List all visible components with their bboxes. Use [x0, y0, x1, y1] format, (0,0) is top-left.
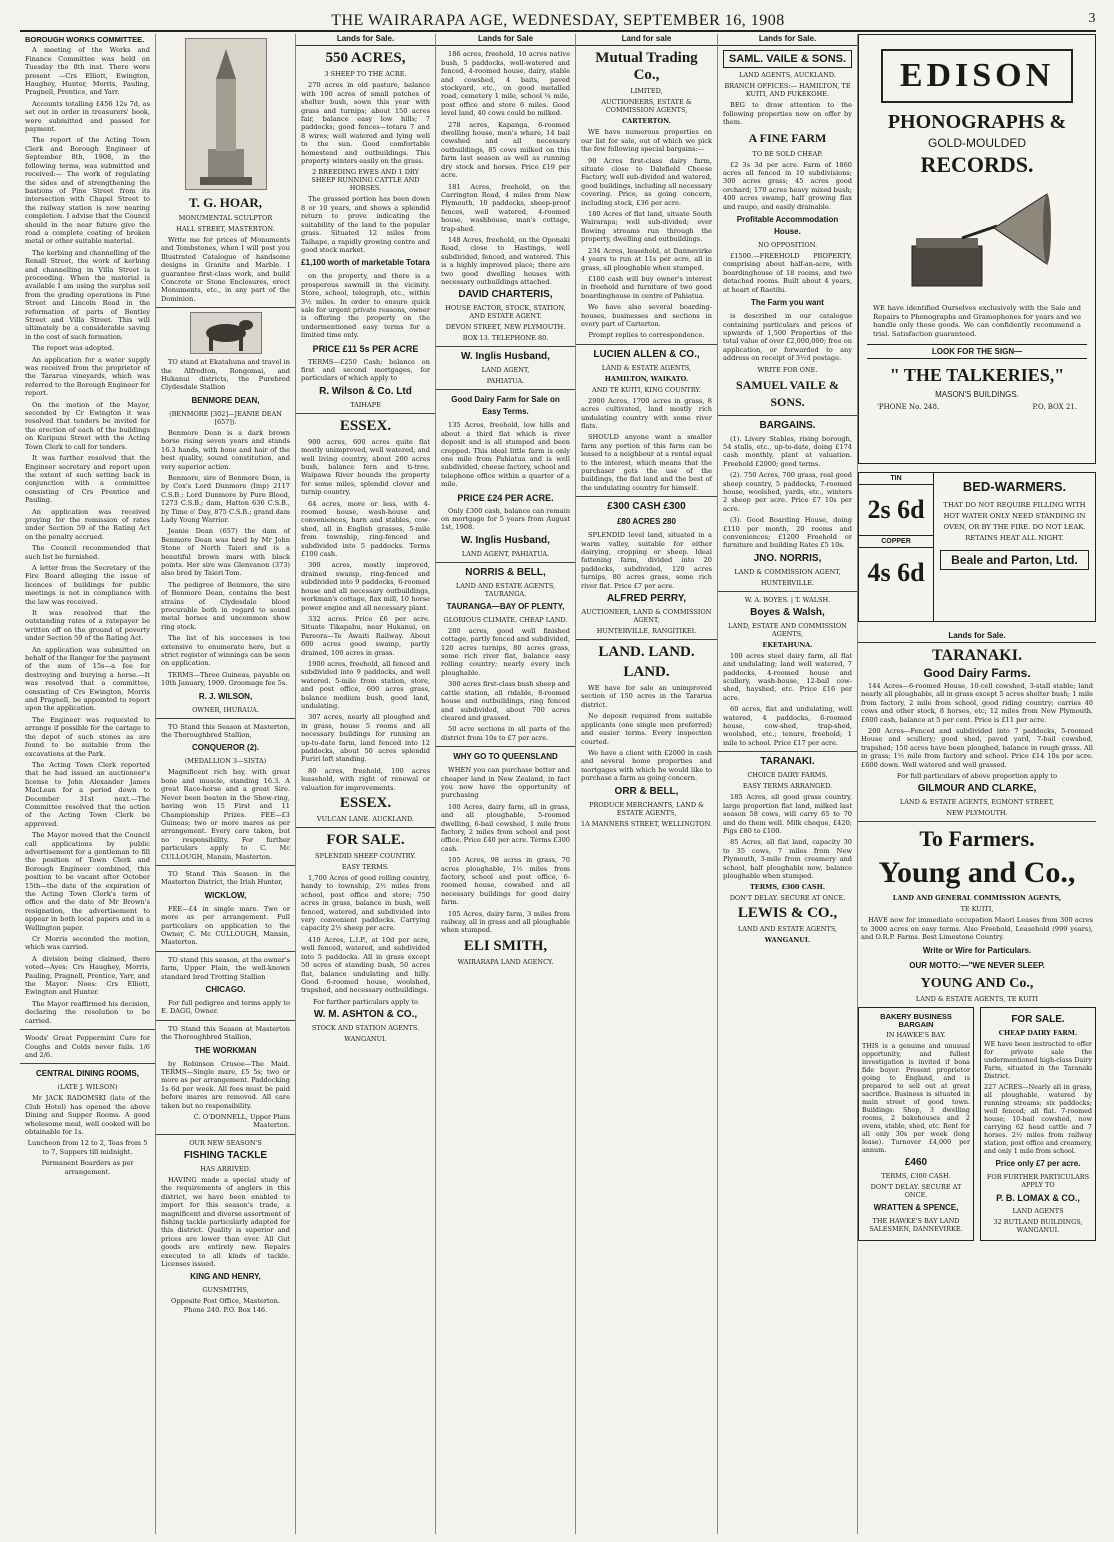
- queensland-para: 105 Acres, dairy farm, 3 miles from railway, all in grass and all ploughable when stumped.: [441, 909, 570, 935]
- orr-addr: 1A MANNERS STREET, WELLINGTON.: [581, 819, 712, 828]
- sale-terms: EASY TERMS.: [341, 863, 390, 872]
- column-header: Land for sale: [576, 34, 717, 46]
- column-header: Lands for Sale: [436, 34, 575, 46]
- boyes-para: 60 acres, flat and undulating, well watered, 4 paddocks, 6-roomed house, cow-shed, trap-shed, woolshed, etc.; tenure, freehold; 1 mile to school. Price £17 per acre.: [723, 705, 852, 747]
- borough-para: A division being claimed, there voted—Ayes: Crs Haughey, Morris, Pauling, Pragnell, Prentice, Yarr, and the Mayor. Noes: Crs Elliott, Ewington and Hunter.: [25, 954, 150, 997]
- young-write: Write or Wire for Particulars.: [922, 945, 1032, 955]
- benmore-title: BENMORE DEAN,: [191, 395, 260, 405]
- gilmour-sub: LAND & ESTATE AGENTS, EGMONT STREET,: [899, 798, 1055, 807]
- essex-para: 332 acres. Price £6 per acre. Situate Tikapahu, near Hukanui, on Pareora—Te Awaiti Railway. About 600 acres good swamp, partly drained, 100 acres in grass.: [301, 614, 430, 657]
- bakery-body: THIS is a genuine and unusual opportunity, and fullest investigation is invited if bona fide buyer. Present proprietor going to England, and is prepared to sell out at great sacrifice. Business is situated in main street of good town. Buildings: Shop, 3 dwelling rooms, 2 bakehouses and 2 ovens, stable, shed, etc. Rent for all only 30s per week (long lease). Turnover £4,000 per annum.: [862, 1041, 970, 1154]
- orr-sub: PRODUCE MERCHANTS, LAND & ESTATE AGENTS,: [589, 800, 704, 817]
- young-firm: Young and Co.,: [878, 856, 1076, 890]
- lands-header: Lands for Sale.: [858, 630, 1096, 643]
- essex-title: ESSEX.: [339, 417, 392, 434]
- wilson-town: TAIHAPE: [350, 400, 381, 409]
- norris2-firm: JNO. NORRIS,: [753, 552, 822, 564]
- dining-hours: Luncheon from 12 to 2, Teas from 5 to 7, Suppers till midnight.: [27, 1139, 148, 1156]
- lucien-town: HAMILTON, WAIKATO.: [604, 374, 689, 383]
- tauranga-sub: GLORIOUS CLIMATE. CHEAP LAND.: [443, 615, 568, 624]
- fishing-firm-sub: GUNSMITHS,: [202, 1286, 249, 1295]
- bed-warmers-ad: [858, 472, 1096, 622]
- husband-firm: W. Inglis Husband,: [461, 351, 550, 363]
- fine-farm-sold: TO BE SOLD CHEAP.: [752, 149, 823, 158]
- boyes-town: EKETAHUNA.: [762, 640, 813, 649]
- phonograph-icon: [902, 186, 1052, 296]
- divider: [576, 344, 717, 345]
- sale-para: 410 Acres, L.I.P., at 10d per acre, well fenced, watered, and subdivided into 5 paddocks. All in grass except 50 acres of standing bush, 50 acres flat, balance undulating and hilly. Good 6-roomed house, woolshed, trapshed, and necessary outbuildings.: [301, 935, 430, 995]
- dairy-price: PRICE £24 PER ACRE.: [457, 492, 554, 503]
- sale-para: 1,700 Acres of good rolling country, handy to township, 2½ miles from school, post office and store; 750 acres in grass, balance in bush, well fenced, watered, and subdivided into very convenient paddocks. Carrying capacity 2½ sheep per acre.: [301, 874, 430, 933]
- accomm-body: £1500.—FREEHOLD PROPERTY, comprising about half-an-acre, with boardinghouse of 18 rooms, and two detached rooms. Built about 4 years, at heart of Raetihi.: [723, 252, 852, 294]
- ewes-line: 2 BREEDING EWES AND 1 DRY SHEEP RUNNING CATTLE AND HORSES.: [311, 168, 420, 193]
- workman-owner: C. O'DONNELL, Upper Plain Masterton.: [193, 1113, 290, 1130]
- husband-sub: LAND AGENT,: [481, 366, 530, 375]
- price-panel: [859, 473, 934, 621]
- husband2-firm: W. Inglis Husband,: [461, 534, 550, 546]
- tin-label: TIN: [859, 473, 933, 485]
- borough-para: The Engineer was requested to arrange if possible for the cartage to the depot of such stones as are found to be suitable from the excavations at the Park.: [25, 715, 150, 758]
- edison-gold: GOLD-MOULDED: [927, 136, 1026, 150]
- charteris-sub: HOUSE FACTOR, STOCK, STATION, AND ESTATE AGENT.: [445, 304, 566, 321]
- column-lands-4: [718, 34, 858, 1534]
- borough-para: Cr Morris seconded the motion, which was carried.: [25, 935, 150, 952]
- divider: [156, 951, 295, 952]
- divider: [296, 827, 435, 828]
- taranaki-ad: [858, 647, 1096, 817]
- hoar-text: Write me for prices of Monuments and Tombstones, when I will post you Illustrated Catalogue of handsome designs in Granite and Marble. I guarantee first-class work, and build Concrete or Stone Enclosures, erect Monuments, etc., in any part of the Dominion.: [161, 236, 290, 303]
- smith-firm: ELI SMITH,: [463, 937, 548, 954]
- conqueror-name: CONQUEROR (2).: [191, 743, 260, 753]
- borough-paragraphs: [25, 46, 150, 1025]
- tauranga-para: 50 acre sections in all parts of the district from 10s to £7 per acre.: [441, 725, 570, 742]
- charteris-addr: DEVON STREET, NEW PLYMOUTH.: [445, 323, 566, 332]
- taranaki-para: 185 Acres, all good grass country, large proportion flat land, milked last season 58 cows, will carry 65 to 70 and do them well. Milk cheque, £420; Pigs £80 to £100.: [723, 793, 852, 835]
- benmore-para: Jeanie Dean (657) the dam of Benmore Dean was bred by Mr John Stone of North Taieri and is a beautiful brown mare with black points. Her sire was Glenvanon (373) also bred by Taieri Tom.: [161, 527, 290, 578]
- cheap-body: WE have been instructed to offer for private sale the undermentioned high-class Dairy Farm, situated in the Taranaki District.: [984, 1039, 1092, 1080]
- divider: [156, 718, 295, 719]
- divider: [436, 746, 575, 747]
- young-motto: OUR MOTTO:—"WE NEVER SLEEP.: [909, 960, 1045, 970]
- stud-text: TO stand at Ekatahuna and travel in the Alfredton, Rongomai, and Hukanui districts, the Purebred Clydesdale Stallion: [161, 358, 290, 392]
- boyes-names: W. A. BOYES. | T. WALSH.: [744, 595, 831, 604]
- borough-para: The Acting Town Clerk reported that he had issued an auctioneer's license to John Alexander James MacLean for a period down to December 31st next.—The Committee resolved that the action of the Acting Town Clerk be approved.: [25, 760, 150, 828]
- lomax-addr: 32 RUTLAND BUILDINGS, WANGANUI.: [993, 1217, 1083, 1234]
- tauranga-title: TAURANGA—BAY OF PLENTY,: [446, 601, 565, 611]
- divider: [156, 307, 295, 308]
- edison-address: MASON'S BUILDINGS.: [935, 390, 1019, 399]
- vaile-intro: BEG to draw attention to the following properties now on offer by them.: [723, 101, 852, 127]
- dining-sub: (LATE J. WILSON): [57, 1083, 118, 1092]
- borough-para: An application for a water supply was received from the proprietor of the Tararua vineyards, which was referred to the Borough Engineer for report.: [25, 355, 150, 398]
- easy-line: EASY TERMS ARRANGED.: [742, 782, 833, 791]
- smith-sub: WAIRARAPA LAND AGENCY.: [457, 957, 554, 966]
- edison-title: EDISON: [881, 49, 1073, 103]
- divider: [156, 865, 295, 866]
- land-para: 181 Acres, freehold, on the Carrington Road, 4 miles from New Plymouth, 10 paddocks, sheep-proof fences, well watered, 4-roomed house, washhouse, man's cottage, trap-shed.: [441, 182, 570, 233]
- column-borough: [20, 34, 156, 1534]
- essex-footer: ESSEX.: [339, 795, 392, 812]
- conqueror-sub: (MEDALLION 3—SISTA): [184, 757, 267, 766]
- land-para: 186 acres, freehold, 10 acres native bush, 5 paddocks, well-watered and fenced, 4-roomed house, dairy, stable and cowshed, 4 baits, paved stockyard, etc., on good metalled road, cemetery 1 mile, school ¼ mile, post office and store 6 miles. Good level land, 40 cows could be milked.: [441, 50, 570, 118]
- divider: [436, 389, 575, 390]
- page-number: 3: [1088, 11, 1096, 26]
- taranaki-title: TARANAKI.: [932, 647, 1022, 664]
- cash-title: £300 CASH £300: [607, 501, 686, 513]
- accomm-title: Profitable Accommodation House.: [736, 215, 839, 237]
- boyes-firm: Boyes & Walsh,: [750, 606, 825, 618]
- borough-para: The report of the Acting Town Clerk and Borough Engineer of September 8th, 1908, in the following terms, was submitted and received:— The work of regulating the sides and of strengthening the bastions of Pine Street from its intersection with Chapel Street to the railway station is now nearing completion. I advise that the Council should in the near future give the road a complete coating of broken metal or other suitable material.: [25, 136, 150, 246]
- fine-farm-body: £2 3s 3d per acre. Farm of 1860 acres all fenced in 10 subdivisions; 300 acres grass; 45 acres good orchard; 170 acres heavy mixed bush; 400 acres swamp, half growing flax and raupo, and easily drainable.: [723, 160, 852, 211]
- cheap-farm-ad: [980, 1007, 1096, 1241]
- divider: [858, 821, 1096, 822]
- cheap-title: CHEAP DAIRY FARM.: [998, 1028, 1078, 1037]
- cure-ad: Woods' Great Peppermint Cure for Coughs and Colds never fails. 1/6 and 2/6.: [25, 1034, 150, 1059]
- mutual-para: 90 Acres first-class dairy farm, situate close to Dalefield Cheese Factory, well sub-divided and watered, good buildings, including all necessary covering. Price, as going concern, including stock, £36 per acre.: [581, 156, 712, 207]
- husband-town: PAHIATUA.: [486, 377, 525, 386]
- boyes-para: 100 acres steel dairy farm, all flat and undulating; land well watered, 7 paddocks, 4-roomed house and scullery, wash-house, 12-bail cow-shed, hayshed, etc. Price £16 per acre.: [723, 651, 852, 702]
- column-lands-3: [576, 34, 718, 1534]
- divider: [156, 1020, 295, 1021]
- bakery-terms: TERMS, £300 CASH.: [881, 1171, 951, 1180]
- sale-further: For further particulars apply to: [313, 997, 418, 1006]
- perry-town: HUNTERVILLE, RANGITIKEI.: [596, 627, 697, 636]
- column-lands-2: [436, 34, 576, 1534]
- bargains-title: BARGAINS.: [759, 419, 816, 431]
- benmore-para: Benmore Dean is a dark brown horse rising seven years and stands 16.3 hands, with bone and hair of the best quality, sound constitution, and very superior action.: [161, 428, 290, 471]
- tauranga-para: 300 acres first-class bush sheep and cattle station, all ridable, 8-roomed house and outbuildings, ring fenced and subdivided, about 700 acres cleared and grassed.: [441, 680, 570, 722]
- husband2-sub: LAND AGENT, PAHIATUA.: [461, 549, 550, 558]
- young-body: HAVE now for immediate occupation Maori Leases from 300 acres to 3000 acres on easy terms. Also Freehold, Leasehold (999 years), and O.R.P. Farms. Best Limestone Country.: [861, 916, 1093, 942]
- mutual-sub: LIMITED,: [630, 87, 663, 96]
- vaile-branch: BRANCH OFFICES:— HAMILTON, TE KUITI, AND PUKEKOHE.: [724, 82, 851, 99]
- taranaki-para: 85 Acres, all flat land, capacity 30 to 35 cows, 7 miles from New Plymouth, 3-mile from creamery and school, half ploughable now, balance ploughable when stumped.: [723, 838, 852, 880]
- hoar-trade: MONUMENTAL SCULPTOR: [178, 214, 273, 222]
- chicago-name: CHICAGO.: [205, 985, 246, 994]
- norris-sub: LAND AND ESTATE AGENTS, TAURANGA.: [455, 581, 556, 598]
- norris-firm: NORRIS & BELL,: [465, 566, 546, 578]
- farmers-title: To Farmers.: [919, 826, 1035, 852]
- bed-firm: Beale and Parton, Ltd.: [940, 550, 1089, 570]
- dining-text: Mr JACK RADOMSKI (late of the Club Hotel) has opened the above Dining and Supper Rooms. A good wholesome meal, well cooked will be obtainable for 1s.: [25, 1094, 150, 1136]
- fishing-title: OUR NEW SEASON'S: [189, 1138, 262, 1147]
- fine-farm-title: A FINE FARM: [748, 130, 827, 145]
- horse-icon: [191, 313, 261, 353]
- choice-line: CHOICE DAIRY FARMS.: [747, 771, 828, 780]
- borough-para: The Mayor moved that the Council call applications by public advertisement for a gentleman to fill the position of Town Clerk and Borough Engineer combined, this position to be vacant after October 15th—the date of the expiration of the Acting Town Clerk's term of office and the date of Mr Brown's resignation, the advertisement to appear in both local papers and in a Wellington paper.: [25, 831, 150, 932]
- young-ad: [858, 826, 1096, 1002]
- borough-para: A letter from the Secretary of the Fire Board alleging the issue of licences of buildings for public meetings is not in compliance with the law was received.: [25, 563, 150, 606]
- lucien-firm: LUCIEN ALLEN & CO.,: [593, 348, 700, 360]
- taranaki-title: TARANAKI.: [760, 756, 815, 768]
- mutual-note: We have also several boarding-houses, businesses and sections in every part of Carterton.: [581, 303, 712, 328]
- wilson-name: R. J. WILSON,: [198, 691, 253, 701]
- delay-line: DON'T DELAY. SECURE AT ONCE.: [729, 894, 846, 903]
- dairy-farms-title: Good Dairy Farms.: [923, 666, 1031, 680]
- land-body: We have a client with £2000 in cash and several home properties and mortgages with which he would like to purchase a farm as going concern.: [581, 748, 712, 783]
- land-title: LAND. LAND.: [598, 644, 695, 661]
- bargain-para: (1). Livery Stables, rising borough, 54 stalls, etc., up-to-date, doing £174 cash monthly, plant at valuation. Freehold £2000; good terms.: [723, 434, 852, 468]
- ewes-body: The grassed portion has been down 8 or 10 years, and shows a splendid return to prove indicating the suitability of the land to the popular grass. Situated 12 miles from Taihape, a rapidly growing centre and good stock market.: [301, 195, 430, 254]
- benmore-para: The list of his successes is too extensive to enumerate here, but a strict register of winnings can be seen on application.: [161, 634, 290, 668]
- young2-sub: LAND & ESTATE AGENTS, TE KUITI: [915, 994, 1039, 1003]
- queensland-title: WHY GO TO QUEENSLAND: [453, 752, 558, 762]
- bakery-title: BAKERY BUSINESS BARGAIN: [880, 1011, 952, 1029]
- perry-sub: AUCTIONEER, LAND & COMMISSION AGENT,: [581, 608, 712, 625]
- masthead: [20, 6, 1096, 32]
- sale-sub: SPLENDID SHEEP COUNTRY.: [315, 852, 416, 861]
- fishing-body: HAVING made a special study of the requirements of anglers in this district, we have been enabled to import for this season's trade, a magnificent and diverse assortment of fishing tackle particularly adapted for this district. Quality is superior and prices are lower than ever. All Gut goods are entirely new. Repairs executed to all kinds of tackle. Licenses issued.: [161, 1175, 290, 1268]
- taranaki-para: 200 Acres—Fenced and subdivided into 7 paddocks, 5-roomed House and scullery; good shed, paved yard, 7-bail cowshed, trapshed; 150 acres have been ploughed, balance in rough grass. All in grass; 1½ mile from factory and school. Price £14 10s per acre. £600 down. Well watered and well grassed.: [861, 727, 1093, 769]
- workman-body: by Robinson Crusoe—The Maid. TERMS—Single mare, £5 5s; two or more as per arrangement. Paddocking 1s 6d per week. All fees must be paid before mares are removed. All care taken but no responsibility.: [161, 1059, 290, 1110]
- price-terms: TERMS—£250 Cash; balance on first and second mortgages, for particulars of which apply to: [301, 357, 430, 383]
- acres-title: 550 ACRES,: [325, 50, 406, 67]
- fishing-arrived: HAS ARRIVED.: [200, 1164, 251, 1173]
- divider: [20, 1029, 155, 1030]
- workman-text: TO Stand this Season at Masterton the Thoroughbred Stallion,: [161, 1024, 290, 1042]
- edison-talkeries: " THE TALKERIES,": [889, 365, 1065, 385]
- forsale-title: FOR SALE.: [1011, 1013, 1065, 1025]
- monument-icon: [186, 39, 266, 189]
- write-line: WRITE FOR ONE.: [757, 365, 818, 374]
- borough-para: An application was submitted on behalf of the Ranger for the payment of the sum of 15s—a fee for destroying and burying a horse.—It was resolved that a committee, consisting of Crs Ewington, Morris and Pragnell, be appointed to report upon the application.: [25, 645, 150, 713]
- price-line: PRICE £11 5s PER ACRE: [312, 343, 419, 354]
- wratten-firm: WRATTEN & SPENCE,: [873, 1202, 959, 1212]
- edison-phone: 'PHONE No. 248.: [877, 403, 940, 411]
- column-header: Lands for Sale.: [718, 34, 857, 46]
- borough-para: The Mayor reaffirmed his decision, declaring the resolution to be carried.: [25, 999, 150, 1025]
- workman-name: THE WORKMAN: [194, 1045, 257, 1055]
- perry-firm: ALFRED PERRY,: [606, 593, 687, 605]
- mutual-para: 180 Acres of flat land, situate South Wairarapa; well sub-divided; ever flowing streams run through the property, dwelling and outbuildings.: [581, 210, 712, 244]
- vaile-sub: LAND AGENTS, AUCKLAND.: [739, 71, 836, 80]
- gilmour-town: NEW PLYMOUTH.: [946, 809, 1008, 818]
- mutual-para: £100 cash will buy owner's interest in freehold and furniture of two good boardinghouse in centre of Pahiatua.: [581, 274, 712, 300]
- divider: [576, 496, 717, 497]
- tin-price: 2s 6d: [859, 485, 933, 536]
- bakery-sub: IN HAWKE'S BAY.: [886, 1030, 946, 1039]
- ashton-firm: W. M. ASHTON & CO.,: [313, 1009, 418, 1021]
- borough-para: An application was received praying for the remission of rates under Section 59 of the Rating Act on the penalty accrued.: [25, 507, 150, 541]
- lewis-town: WANGANUI.: [764, 936, 811, 945]
- benmore-para: Benmore, sire of Benmore Dean, is by Cox's Lord Dunmore (Imp) 2117 C.S.B.; Lord Dunmore by Pure Blood, 1273 C.S.B.; dam, Hatton 636 C.S.B., by Time o' Day, 875 C.S.B.; grand dam Lady Young Warrior.: [161, 473, 290, 524]
- essex-para: 300 acres, mostly improved, drained swamp, ring-fenced and subdivided into 9 paddocks, 6-roomed house and all necessary outbuildings, workman's cottage, flax mill, 10 horse power engine and all necessary plant.: [301, 561, 430, 612]
- essex-para: 307 acres, nearly all ploughed and in grass, house 5 rooms and all necessary buildings for running an up-to-date farm, land fenced into 12 paddocks, about 50 acres splendid Furiri loft standing.: [301, 713, 430, 764]
- essex-footer-sub: VULCAN LANE. AUCKLAND.: [316, 815, 415, 824]
- divider: [718, 591, 857, 592]
- queensland-body: WHEN you can purchase better and cheaper land in New Zealand, in fact you now have the opportunity of purchasing: [441, 766, 570, 800]
- bed-text: [934, 473, 1095, 621]
- want-title: The Farm you want: [751, 298, 824, 308]
- land-para: 148 Acres, freehold, on the Oponaki Road, close to Hastings, well subdivided, fenced, and watered. This is a highly improved place; there are two good dwelling houses with necessary outbuildings attached.: [441, 235, 570, 286]
- copper-price: 4s 6d: [867, 558, 925, 587]
- lucien-town2: AND TE KUITI, KING COUNTRY.: [592, 385, 701, 394]
- lomax-sub: LAND AGENTS: [1012, 1206, 1064, 1215]
- advertisement-column: [858, 34, 1096, 1534]
- accomm-sub: NO OPPOSITION.: [757, 241, 818, 250]
- gilmour-note: For full particulars of above proportion apply to: [896, 772, 1058, 781]
- essex-para: 1900 acres, freehold, all fenced and subdivided into 9 paddocks, and well watered. 5-mile from station, store, and post office, 600 acres grass, balance medium bush, good land, undulating.: [301, 659, 430, 710]
- wicklow-name: WICKLOW,: [204, 890, 247, 900]
- essex-para: 64 acres, more or less, with 4-roomed house, wash-house and conveniences, barn and stables, cow-shed, all in English grasses, 5-mile from township, ring-fenced and subdivided into 5 paddocks. Terms £100 cash.: [301, 499, 430, 559]
- young-town: TE KUITI,: [960, 905, 994, 914]
- phonograph-illustration: [902, 186, 1052, 296]
- dining-boarders: Permanent Boarders as per arrangement.: [41, 1159, 134, 1176]
- totara-body: on the property, and there is a prosperous sawmill in the vicinity. Store, school, telegraph, etc., within 3½ miles. In order to ensure quick sale for urgent private reasons, owner is offering the property on the undermentioned easy terms for a limited time only.: [301, 272, 430, 340]
- acres-body: 270 acres in old pasture, balance with 100 acres of small patches of shelter bush, sown this year with grass and turnips; about 150 acres fair, balance easy low hills; 7 paddocks; good fences—totara 7 and 8 wires; well watered and lying well to the sun. Good comfortable homestead and outbuildings. This property winters easily on the grass.: [301, 81, 430, 166]
- divider: [436, 346, 575, 347]
- hoar-address: HALL STREET, MASTERTON.: [176, 225, 275, 233]
- divider: [436, 562, 575, 563]
- dairy-body: 135 Acres, freehold, low hills and about a third flat which is river deposit and is all stumped and been cropped. This ideal little farm is only one mile from Pahiatua and is well subdivided, cheese factory, school and telephone office within a quarter of a mile.: [441, 421, 570, 489]
- lucien-sub: LAND & ESTATE AGENTS,: [601, 363, 692, 372]
- divider: [718, 751, 857, 752]
- column-header: Lands for Sale.: [296, 34, 435, 46]
- benmore-sub: (BENMORE [302]—JEANIE DEAN [657]).: [169, 409, 282, 426]
- acres-sub: 3 SHEEP TO THE ACRE.: [324, 70, 407, 79]
- land-title-2: LAND.: [623, 664, 670, 681]
- borough-para: It was resolved that the outstanding rates of a ratepayer be written off on the ground of poverty under Section 59 of the Rating Act.: [25, 609, 150, 643]
- borough-para: Accounts totalling £456 12s 7d, as set out in order in treasurers' book, were submitted and passed for payment.: [25, 99, 150, 134]
- ashton-town: WANGANUI.: [344, 1035, 387, 1044]
- column-stallions: [156, 34, 296, 1534]
- borough-para: The Council recommended that such list be furnished.: [25, 544, 150, 561]
- bakery-delay: DON'T DELAY. SECURE AT ONCE.: [870, 1182, 962, 1199]
- terms-line: TERMS, £300 CASH.: [749, 883, 826, 892]
- masthead-title: THE WAIRARAPA AGE, WEDNESDAY, SEPTEMBER 16, 1908: [331, 12, 785, 29]
- young-sub: LAND AND GENERAL COMMISSION AGENTS,: [892, 894, 1062, 903]
- wilson-firm: R. Wilson & Co. Ltd: [319, 385, 412, 397]
- mutual-town: CARTERTON.: [622, 117, 671, 126]
- norris2-town: HUNTERVILLE.: [760, 578, 815, 587]
- fishing-name: FISHING TACKLE: [183, 1149, 268, 1161]
- tauranga-para: 280 acres, good well finished cottage, partly fenced and subdivided, 120 acres turnips, 80 acres grass, some rich river flat, balance easy rolling country; nearly every inch ploughable.: [441, 626, 570, 677]
- dairy-terms: Only £300 cash, balance can remain on mortgage for 5 years from August 1st, 1908.: [441, 506, 570, 532]
- conqueror-body: Magnificent rich bay, with great bone and muscle, standing 16.3. A great Race-horse and a great Sire. Never been beaten in the Show-ring, having won 15 First and 11 Championship Prizes. FEE—£3 Guineas; two or more mares as per arrangement. Every care taken, but no responsibility. For further particulars apply to C. Mc CULLOUGH, Mansin, Masterton.: [161, 768, 290, 861]
- bottom-ads: [858, 1007, 1096, 1241]
- dairy-title: Good Dairy Farm for Sale on Easy Terms.: [451, 395, 560, 417]
- edison-ad: [858, 34, 1096, 464]
- mutual-firm: Mutual Trading Co.,: [595, 50, 698, 84]
- mutual-intro: WE have numerous properties on our list for sale, out of which we pick the few following special bargains:—: [581, 128, 712, 154]
- lewis-sub: LAND AND ESTATE AGENTS,: [737, 925, 838, 934]
- edison-box: P.O. BOX 21.: [1032, 403, 1077, 411]
- young2-firm: YOUNG AND Co.,: [920, 975, 1034, 991]
- lucien-para: SHOULD anyone want a smaller farm any portion of this farm can be leased to a neighbour at a rental equal to the interest, which means that the purchaser gets the use of the buildings, the flat land and the best of the undulating country for himself.: [581, 433, 712, 492]
- wilson-addr: OWNER, IHURAUA.: [192, 705, 259, 714]
- orr-firm: ORR & BELL,: [614, 785, 679, 797]
- wicklow-text: TO Stand This Season in the Masterton District, the Irish Hunter,: [161, 869, 290, 887]
- horse-illustration: [190, 312, 262, 354]
- ashton-sub: STOCK AND STATION AGENTS.: [311, 1024, 420, 1033]
- lomax-note: FOR FURTHER PARTICULARS APPLY TO: [986, 1172, 1090, 1189]
- divider: [718, 415, 857, 416]
- norris2-sub: LAND & COMMISSION AGENT,: [734, 567, 841, 576]
- mutual-corr: Prompt replies to correspondence.: [588, 331, 705, 340]
- borough-para: The report was adopted.: [32, 344, 115, 353]
- hoar-name: T. G. HOAR,: [188, 195, 263, 210]
- divider: [296, 413, 435, 414]
- edison-body: WE have identified Ourselves exclusively with the Sale and Repairs to Phonographs and Gramophones for years and we handle only these goods. We can confidently recommend a trial. Satisfaction guaranteed.: [873, 304, 1081, 338]
- borough-para: On the motion of the Mayor, seconded by Cr Ewington it was resolved that tenders be invited for the erection of each of the buildings on Kuripuni Street with the Acting Town Clerk to call for tenders.: [25, 400, 150, 451]
- vaile-firm: SAML. VAILE & SONS.: [723, 50, 852, 68]
- chicago-text: TO stand this season, at the owner's farm, Upper Plain, the well-known standard bred Trotting Stallion: [161, 955, 290, 981]
- want-body: is described in our catalogue containing particulars and prices of upwards of 1,500 Properties of the total value of over £2,000,000; free on application, or forwarded to any address on receipt of 3½d postage.: [723, 312, 852, 363]
- bakery-ad: [858, 1007, 974, 1241]
- gilmour-firm: GILMOUR AND CLARKE,: [917, 783, 1037, 795]
- divider: [576, 639, 717, 640]
- lucien-para: 2900 Acres, 1700 acres in grass, 8 acres cultivated, land mostly rich undulating country with some river flats.: [581, 396, 712, 430]
- benmore-para: TERMS—Three Guineas, payable on 10th January, 1909. Groomage fee 5s.: [161, 670, 290, 688]
- cheap-acres: 227 ACRES—Nearly all in grass, all ploughable, watered by running streams; six paddocks; well fenced; all flat. 7-roomed house; 10-bail cowshed, now carrying 62 head cattle and 7 horses. 2½ miles from railway station, post office and creamery, and only 1 mile from school.: [984, 1082, 1092, 1155]
- land-para: 278 acres, Kapanga, 6-roomed dwelling house, men's whare, 14 bail cowshed and all necessary outbuildings, 85 cows milked on this farm last season as well as running dry stock and horses. Price £19 per acre.: [441, 120, 570, 180]
- land-body: WE have for sale an unimproved section of 150 acres in the Tararua district.: [581, 684, 712, 709]
- monument-illustration: [185, 38, 267, 190]
- bargain-para: (3). Good Boarding House, doing £110 per month, 20 rooms and conveniences; £1200 Freehold or furniture and building Rates £5 10s.: [723, 516, 852, 550]
- mutual-para: 234 Acres, leasehold, at Dannevirke 4 years to run at 11s per acre, all in grass, all ploughable when stumped.: [581, 246, 712, 272]
- taranaki-para: 144 Acres—6-roomed House, 10-cell cowshed, 3-stall stable; land nearly all ploughable, all in grass except 5 acres shelter bush; 1 mile from factory, 2 mile from school, good riding country; carries 40 cows and other stock, 8 horses, etc; 12 miles from New Plymouth. £600 cash, balance at 5 per cent. Price is £11 per acre.: [861, 682, 1093, 724]
- lomax-firm: P. B. LOMAX & CO.,: [996, 1192, 1080, 1203]
- benmore-para: The pedigree of Benmore, the sire of Benmore Dean, contains the best strains of Clydesdale blood procurable both in regard to sound metal horses and uncommon show ring stock.: [161, 580, 290, 631]
- bakery-price: £460: [904, 1156, 928, 1168]
- chicago-body: For full pedigree and terms apply to E. DAGG, Owner.: [161, 999, 290, 1016]
- copper-label: COPPER: [859, 536, 933, 548]
- edison-phonographs: PHONOGRAPHS &: [887, 111, 1067, 133]
- lewis-firm: LEWIS & CO.,: [737, 905, 838, 922]
- vaile2-firm: SAMUEL VAILE & SONS.: [736, 377, 839, 409]
- divider: [20, 1063, 155, 1064]
- borough-para: A meeting of the Works and Finance Committee was held on Tuesday the 8th inst. There were present —Crs Elliott, Ewington, Haughey, Hunter, Morris, Pauling, Pragnell, Prentice, and Yarr.: [25, 46, 150, 97]
- wratten-sub: THE HAWKE'S BAY LAND SALESMEN, DANNEVIRKE.: [869, 1216, 963, 1233]
- conqueror-text: TO Stand this Season at Masterton, the Thoroughbred Stallion,: [161, 722, 290, 740]
- fishing-firm: KING AND HENRY,: [190, 1272, 261, 1282]
- bargain-para: (2). 750 Acres, 700 grass, real good sheep country, 5 paddocks, 7-roomed house, woolshed, yards, etc., winters 2 sheep per acre. Price £7 10s per acre.: [723, 471, 852, 513]
- edison-records: RECORDS.: [920, 152, 1034, 177]
- bed-title: BED-WARMERS.: [962, 479, 1067, 494]
- mutual-sub2: AUCTIONEERS, ESTATE & COMMISSION AGENTS,: [601, 98, 692, 115]
- borough-para: The kerbing and channelling of the Renall Street, the work of kerbing and channelling in Villa Street is proceeding. When the material is available I am using the surplus soil from the grading operations in Pine Street and Lincoln Road in the reformation of parts of Bentley Street and Villa Street. This will ultimately be a considerable saving in the cost of such formation.: [25, 248, 150, 341]
- sale-title: FOR SALE.: [326, 832, 405, 849]
- dining-title: CENTRAL DINING ROOMS,: [36, 1069, 139, 1079]
- essex-para: 80 acres, freehold, 100 acres leasehold, with right of renewal or valuation for improvements.: [301, 766, 430, 792]
- essex-para: 900 acres, 600 acres quite flat mostly unimproved, well watered, and well living country, about 200 acres bush, balance fern and ti-tree. Waipawa River bounds the property for some miles, splendid clover and turnip country.: [301, 437, 430, 497]
- edison-look: LOOK FOR THE SIGN—: [867, 344, 1087, 359]
- boyes-sub: LAND, ESTATE AND COMMISSION AGENTS,: [728, 621, 847, 638]
- queensland-para: 100 Acres, dairy farm, all in grass, and all ploughable, 5-roomed dwelling, 6-bail cowshed, 1 mile from factory, 2 miles from school and post office. Price £40 per acre. Terms £300 cash.: [441, 802, 570, 853]
- cash-sub: £80 ACRES 280: [617, 517, 676, 527]
- bed-body: THAT DO NOT REQUIRE FILLING WITH HOT WATER ONLY NEED STANDING IN OVEN, OR BY THE FIRE. DO NOT LEAK. RETAINS HEAT ALL NIGHT.: [943, 501, 1086, 542]
- borough-para: It was further resolved that the Engineer secretary and report upon the extent of such setting back in conjunction with a committee consisting of Crs Prentice and Pauling.: [25, 454, 150, 505]
- fishing-addr: Opposite Post Office, Masterton. Phone 240. P.O. Box 146.: [171, 1297, 280, 1314]
- charteris-box: BOX 13. TELEPHONE 80.: [462, 334, 549, 343]
- totara-title: £1,100 worth of marketable Totara: [301, 258, 430, 268]
- cash-body: SPLENDID level land, situated in a warm valley, suitable for either dairying, cropping or sheep. Ideal fattening farm, divided into 20 paddocks, subdivided, 120 acres turnips, 80 acres grass, some rich river flat. Price £7 per acre.: [581, 531, 712, 590]
- land-body: No deposit required from suitable applicants (one single men preferred) and easier terms. Every inspection courted.: [581, 712, 712, 746]
- borough-heading: BOROUGH WORKS COMMITTEE.: [25, 35, 145, 44]
- cheap-price: Price only £7 per acre.: [995, 1158, 1081, 1168]
- wicklow-body: FEE—£4 in single mare. Two or more as per arrangement. Full particulars on application to the Owner, C. Mc CULLOUGH, Mansin, Masterton.: [161, 904, 290, 947]
- divider: [156, 1134, 295, 1135]
- charteris-firm: DAVID CHARTERIS,: [458, 289, 553, 301]
- queensland-para: 105 Acres, 98 acres in grass, 70 acres ploughable, 1½ miles from factory, school and post office, 6-roomed house, cowshed and all necessary buildings for good dairy farm.: [441, 856, 570, 907]
- column-lands-1: [296, 34, 436, 1534]
